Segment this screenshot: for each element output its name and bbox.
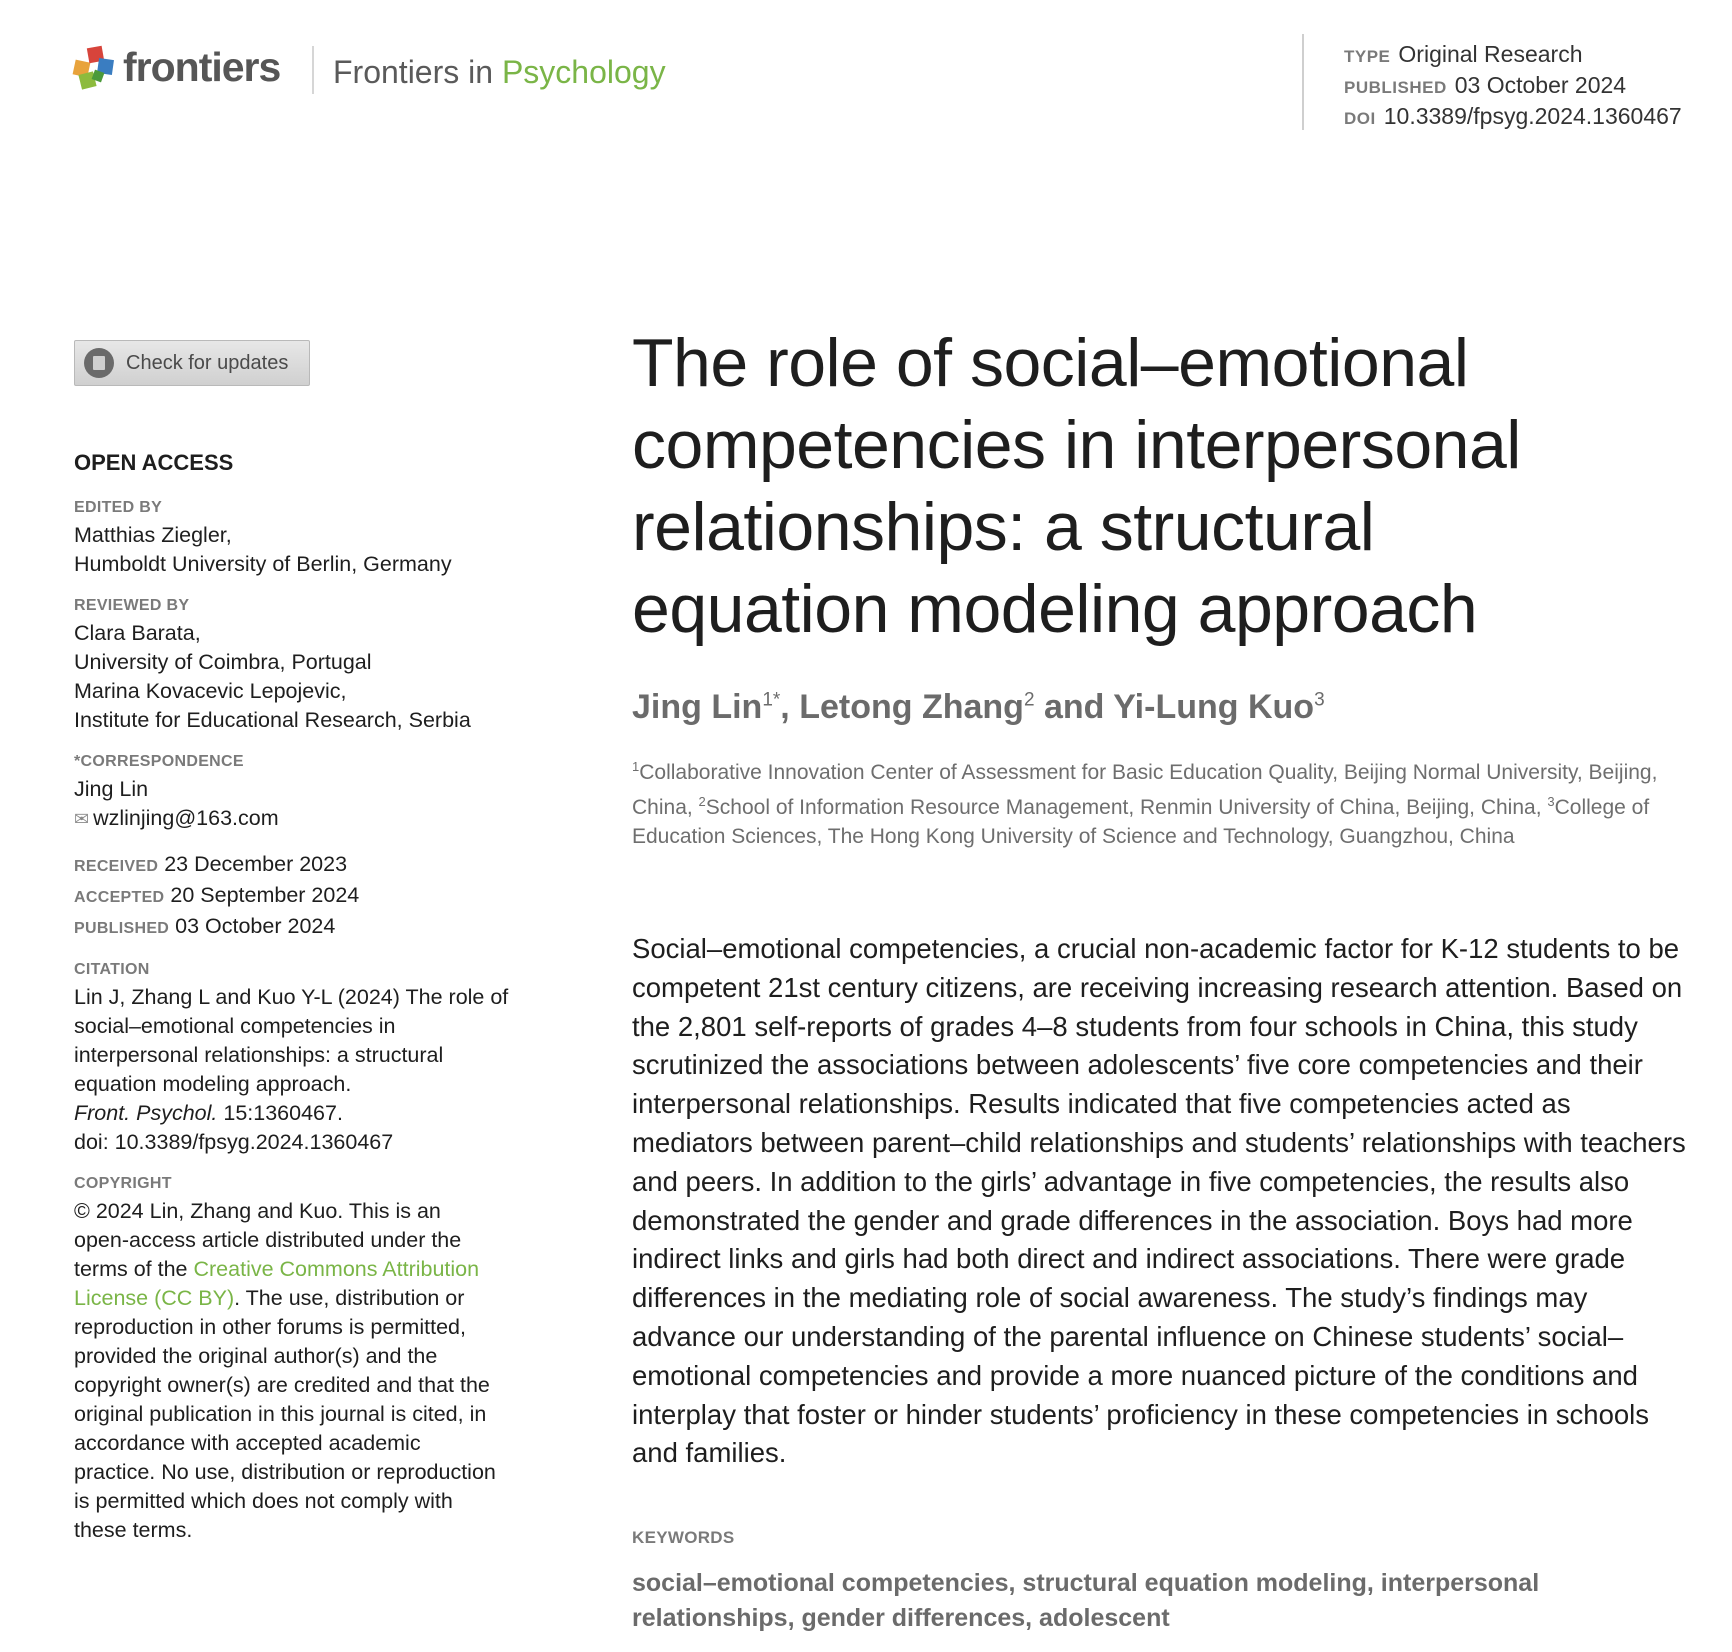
email-address[interactable]: wzlinjing@163.com [93,806,279,830]
author-name[interactable]: Letong Zhang [799,688,1024,726]
citation-section [74,959,554,1157]
citation-line: interpersonal relationships: a structural [74,1043,444,1067]
edited-by-section [74,497,554,579]
author-affil-marker: 3 [1314,689,1325,711]
journal-prefix: Frontiers in [333,54,502,90]
reviewer-name: Clara Barata, [74,621,201,645]
author-name[interactable]: Jing Lin [632,688,763,726]
header-divider [312,46,314,94]
open-access-heading: OPEN ACCESS [74,450,234,475]
copyright-line: these terms. [74,1518,193,1542]
reviewed-by-section [74,595,554,735]
frontiers-logo[interactable] [74,44,280,91]
copyright-section [74,1173,554,1545]
copyright-terms-prefix: terms of the [74,1257,194,1281]
copyright-label: COPYRIGHT [74,1175,172,1192]
bookmark-badge-icon [84,348,114,378]
doi-label: DOI [1344,109,1376,128]
type-value: Original Research [1398,41,1583,67]
published-label: PUBLISHED [74,920,170,937]
frontiers-logo-icon [74,45,114,91]
reviewed-by-label: REVIEWED BY [74,597,190,614]
copyright-line: © 2024 Lin, Zhang and Kuo. This is an [74,1199,441,1223]
received-date: 23 December 2023 [164,852,348,876]
affiliation-text: Collaborative Innovation Center of Assessment for Basic Education Quality, Beijing Normal University, Beijing, China, [632,761,1658,819]
published-label: PUBLISHED [1344,78,1447,97]
keywords-label: KEYWORDS [632,1528,735,1547]
accepted-date: 20 September 2024 [170,883,360,907]
citation-journal-name: Front. Psychol. [74,1101,218,1125]
author-affil-marker: 1* [762,689,781,711]
citation-doi[interactable]: doi: 10.3389/fpsyg.2024.1360467 [74,1130,394,1154]
affiliation-marker: 2 [698,794,706,809]
sidebar [74,448,554,1561]
logo-wordmark: frontiers [123,44,281,90]
affiliation-marker: 3 [1547,794,1555,809]
published-date: 03 October 2024 [175,914,336,938]
doi-value[interactable]: 10.3389/fpsyg.2024.1360467 [1383,103,1682,129]
copyright-line [74,1255,554,1284]
copyright-line: provided the original author(s) and the [74,1344,438,1368]
citation-volume: 15:1360467. [217,1101,343,1125]
envelope-icon: ✉ [74,809,90,829]
copyright-line: is permitted which does not comply with [74,1489,453,1513]
copyright-after-link: . The use, distribution or [234,1286,465,1310]
copyright-line: accordance with accepted academic [74,1431,421,1455]
correspondence-email[interactable] [74,804,554,834]
citation-label: CITATION [74,961,150,978]
author-separator: and [1034,688,1114,726]
check-for-updates-label: Check for updates [126,351,289,374]
copyright-line [74,1284,554,1313]
author-separator: , [780,688,800,726]
keywords: social–emotional competencies, structural equation modeling, interpersonal relationships, gender differences, adolescent [632,1569,1540,1632]
cc-license-link[interactable]: License (CC BY) [74,1286,235,1310]
affiliation-marker: 1 [632,759,640,774]
reviewer-affiliation: University of Coimbra, Portugal [74,650,372,674]
reviewer-affiliation: Institute for Educational Research, Serbia [74,708,471,732]
author-name[interactable]: Yi-Lung Kuo [1113,688,1315,726]
affiliations [632,752,1692,851]
meta-divider [1302,34,1304,130]
journal-accent: Psychology [501,54,666,90]
correspondence-name: Jing Lin [74,777,149,801]
copyright-line: copyright owner(s) are credited and that the [74,1373,490,1397]
edited-by-label: EDITED BY [74,499,163,516]
citation-line: social–emotional competencies in [74,1014,396,1038]
copyright-line: practice. No use, distribution or reproduction [74,1460,496,1484]
journal-name[interactable] [333,54,666,91]
received-label: RECEIVED [74,858,159,875]
published-value: 03 October 2024 [1454,72,1627,98]
copyright-line: open-access article distributed under the [74,1228,462,1252]
citation-line: equation modeling approach. [74,1072,352,1096]
editor-name: Matthias Ziegler, [74,523,232,547]
title-line: competencies in interpersonal [632,407,1521,483]
affiliation-text: School of Information Resource Management, Renmin University of China, Beijing, China, [705,796,1548,819]
editor-affiliation: Humboldt University of Berlin, Germany [74,552,452,576]
author-affil-marker: 2 [1023,689,1035,711]
citation-journal [74,1099,554,1128]
cc-license-link[interactable]: Creative Commons Attribution [193,1257,480,1281]
accepted-label: ACCEPTED [74,889,165,906]
check-for-updates-button[interactable] [74,340,310,386]
correspondence-section [74,751,554,834]
copyright-line: original publication in this journal is cited, in [74,1402,487,1426]
abstract: Social–emotional competencies, a crucial non-academic factor for K-12 students to be competent 21st century citizens, are receiving increasing research attention. Based on the 2,801 self-reports of grades 4–8 students from four schools in China, this study scrutinized the associations between adolescents’ five core competencies and their interpersonal relationships. Results indicated that five competencies acted as mediators between parent–child relationships and students’ relationships with teachers and peers. In addition to the girls’ advantage in five competencies, the results also demonstrated the gender and grade differences in the association. Boys had more indirect links and girls had both direct and indirect associations. There were grade differences in the mediating role of social awareness. The study’s findings may advance our understanding of the parental influence on Chinese students’ social–emotional competencies and provide a more nuanced picture of the conditions and interplay that foster or hinder students’ proficiency in these competencies in schools and families. [632,933,1686,1469]
article-title [632,322,1682,650]
correspondence-label: *CORRESPONDENCE [74,753,244,770]
article-meta [1344,40,1682,133]
dates-section [74,850,554,943]
affiliation-text: College of Education Sciences, The Hong Kong University of Science and Technology, Guangzhou, China [632,796,1650,848]
title-line: equation modeling approach [632,571,1478,647]
copyright-line: reproduction in other forums is permitted, [74,1315,466,1339]
reviewer-name: Marina Kovacevic Lepojevic, [74,679,347,703]
author-list [632,688,1325,727]
citation-line: Lin J, Zhang L and Kuo Y-L (2024) The role of [74,985,509,1009]
type-label: TYPE [1344,47,1391,66]
title-line: relationships: a structural [632,489,1375,565]
title-line: The role of social–emotional [632,325,1469,401]
